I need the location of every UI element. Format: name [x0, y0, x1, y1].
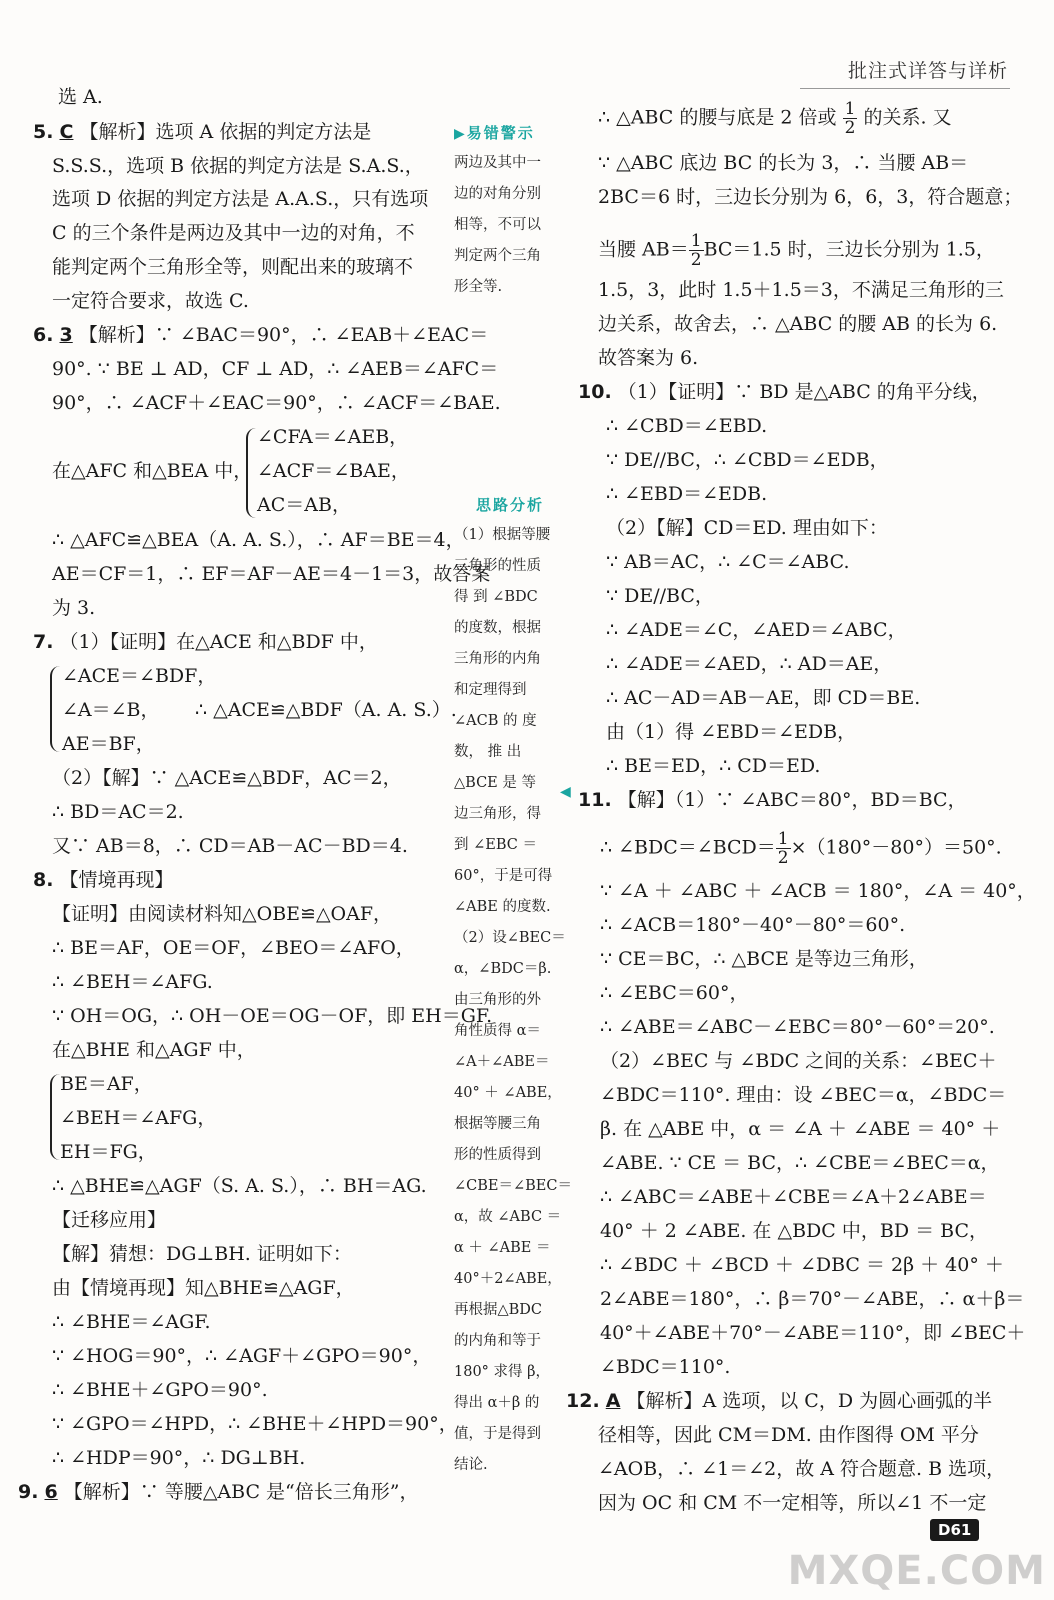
- sidebar-line: 180° 求得 β，: [454, 1364, 551, 1380]
- sidebar-line: 三角形的性质: [454, 558, 541, 574]
- answer: 6: [44, 1481, 58, 1503]
- question-5: [33, 119, 371, 145]
- sidebar-line: ∠A＋∠ABE＝: [454, 1054, 550, 1070]
- text-line: AE＝BF，: [62, 733, 155, 755]
- text-line: AE＝CF＝1，∴ EF＝AF－AE＝4－1＝3，故答案: [52, 563, 491, 585]
- sidebar-line: 边的对角分别: [454, 186, 541, 202]
- question-7: [33, 629, 378, 655]
- sidebar-line: 形的性质得到: [454, 1147, 541, 1163]
- text-line: 故答案为 6.: [598, 347, 699, 369]
- text-line: 【解析】选项 A 依据的判定方法是: [79, 121, 372, 143]
- text-line: 【迁移应用】: [52, 1209, 167, 1231]
- text-line: 2∠ABE＝180°，∴ β＝70°－∠ABE，∴ α＋β＝: [600, 1288, 1025, 1310]
- text-line: ∴ ∠ABE＝∠ABC－∠EBC＝80°－60°＝20°.: [600, 1016, 995, 1038]
- text-line: ∵ ∠HOG＝90°，∴ ∠AGF＋∠GPO＝90°，: [52, 1345, 432, 1367]
- text-line: BE＝AF，: [60, 1073, 153, 1095]
- text-line: EH＝FG，: [60, 1141, 157, 1163]
- text-line: （1）【证明】∵ BD 是△ABC 的角平分线，: [617, 381, 991, 403]
- sidebar-line: 根据等腰三角: [454, 1116, 541, 1132]
- text-line: ∴ △ABC 的腰与底是 2 倍或 $\frac{1}{2}$ 的关系. 又: [598, 99, 952, 138]
- sidebar-line: 三角形的内角: [454, 651, 541, 667]
- text-line: ∴ ∠ADE＝∠AED，∴ AD＝AE，: [606, 653, 893, 675]
- sidebar-line: 形全等.: [454, 279, 503, 295]
- text-line: ∠BDC＝110°.: [600, 1356, 731, 1378]
- sidebar-line: 再根据△BDC: [454, 1302, 543, 1318]
- sidebar-line: 和定理得到: [454, 682, 527, 698]
- sidebar-line: 角性质得 α＝: [454, 1023, 541, 1039]
- text-line: ∵ ∠A ＋ ∠ABC ＋ ∠ACB ＝ 180°，∠A ＝ 40°，: [600, 880, 1036, 902]
- text-line: 选项 D 依据的判定方法是 A.A.S.，只有选项: [52, 188, 429, 210]
- question-12: [566, 1388, 992, 1414]
- text-line: （1）【证明】在△ACE 和△BDF 中，: [59, 631, 378, 653]
- sidebar-line: 相等，不可以: [454, 217, 541, 233]
- sidebar-line: 边三角形，得: [454, 806, 541, 822]
- answer: C: [59, 121, 74, 143]
- text-line: 【解析】A 选项，以 C，D 为圆心画弧的半: [626, 1390, 993, 1412]
- text-line: ∴ ∠HDP＝90°，∴ DG⊥BH.: [52, 1447, 306, 1469]
- sidebar-line: 得出 α＋β 的: [454, 1395, 540, 1411]
- question-6: [33, 322, 488, 348]
- sidebar-line: （2）设∠BEC＝: [454, 930, 566, 946]
- text-line: ∴ ∠BHE＝∠AGF.: [52, 1311, 211, 1333]
- text-line: S.S.S.，选项 B 依据的判定方法是 S.A.S.，: [52, 155, 424, 177]
- header-title: 批注式详答与详析: [847, 60, 1008, 82]
- fraction: $\frac{1}{2}$: [844, 99, 856, 138]
- sidebar-line: △BCE 是 等: [454, 775, 536, 791]
- text-line: 径相等，因此 CM＝DM. 由作图得 OM 平分: [598, 1424, 979, 1446]
- fraction: $\frac{1}{2}$: [777, 829, 789, 868]
- idea-title: 思路分析: [476, 496, 545, 514]
- text-line: ∴ ∠ACB＝180°－40°－80°＝60°.: [600, 914, 906, 936]
- tip-title: ▶易错警示: [454, 124, 535, 142]
- header-rule: [800, 88, 1010, 89]
- text-line: 90°. ∵ BE ⊥ AD，CF ⊥ AD，∴ ∠AEB＝∠AFC＝: [52, 358, 499, 380]
- text-line: ∴ BE＝ED，∴ CD＝ED.: [606, 755, 821, 777]
- sidebar-line: ∠CBE＝∠BEC＝: [454, 1178, 572, 1194]
- question-10: [578, 379, 991, 405]
- sidebar-line: 结论.: [454, 1457, 488, 1473]
- sidebar-line: 的内角和等于: [454, 1333, 541, 1349]
- question-number: 12.: [566, 1390, 600, 1412]
- text-line: 【证明】由阅读材料知△OBE≌△OAF，: [52, 903, 393, 925]
- text-line: 为 3.: [52, 597, 96, 619]
- question-number: 11.: [578, 789, 612, 811]
- text-line: （2）【解】∵ △ACE≌△BDF，AC＝2，: [52, 767, 402, 789]
- text-line: ∴ ∠EBD＝∠EDB.: [606, 483, 768, 505]
- text-line: ∴ ∠ABC＝∠ABE＋∠CBE＝∠A＋2∠ABE＝: [600, 1186, 987, 1208]
- text-line: 40°＋∠ABE＋70°－∠ABE＝110°，即 ∠BEC＋: [600, 1322, 1026, 1344]
- sidebar-line: ∠ABE 的度数.: [454, 899, 551, 915]
- text-line: 当腰 AB＝ $\frac{1}{2}$ BC＝1.5 时，三边长分别为 1.5，: [598, 231, 995, 270]
- sidebar-line: 值，于是得到: [454, 1426, 541, 1442]
- text-line: ∠BDC＝110°. 理由：设 ∠BEC＝α，∠BDC＝: [600, 1084, 1007, 1106]
- text-line: 【情境再现】: [59, 869, 174, 891]
- text-line: 2BC＝6 时，三边长分别为 6，6，3，符合题意；: [598, 186, 1023, 208]
- text-line: ∴ AC－AD＝AB－AE，即 CD＝BE.: [606, 687, 921, 709]
- text-line: 40° ＋ 2 ∠ABE. 在 △BDC 中，BD ＝ BC，: [600, 1220, 988, 1242]
- text-line: 【解】猜想：DG⊥BH. 证明如下：: [52, 1243, 352, 1265]
- text-line: ∠CFA＝∠AEB，: [257, 426, 409, 448]
- text-line: 选 A.: [58, 86, 103, 108]
- answer: 3: [59, 324, 73, 346]
- sidebar-line: 得 到 ∠BDC: [454, 589, 538, 605]
- question-number: 9.: [18, 1481, 39, 1503]
- text-line: ∴ ∠BDC ＋ ∠BCD ＋ ∠DBC ＝ 2β ＋ 40° ＋: [600, 1254, 1004, 1276]
- sidebar-line: 60°，于是可得: [454, 868, 553, 884]
- text-line: （2）∠BEC 与 ∠BDC 之间的关系：∠BEC＋: [600, 1050, 997, 1072]
- text-line: ∵ CE＝BC，∴ △BCE 是等边三角形，: [600, 948, 928, 970]
- text-line: β. 在 △ABE 中，α ＝ ∠A ＋ ∠ABE ＝ 40° ＋: [600, 1118, 1001, 1140]
- text-line: ∴ BE＝AF，OE＝OF，∠BEO＝∠AFO，: [52, 937, 415, 959]
- text-line: 在△AFC 和△BEA 中，: [52, 460, 253, 482]
- text-line: 在△BHE 和△AGF 中，: [52, 1039, 256, 1061]
- question-9: [18, 1479, 418, 1505]
- text-line: ∠ACF＝∠BAE，: [257, 460, 410, 482]
- text-line: 由【情境再现】知△BHE≌△AGF，: [52, 1277, 355, 1299]
- text-line: ∴ △ACE≌△BDF（A. A. S.）.: [195, 699, 457, 721]
- text-line: ∵ DE//BC，∴ ∠CBD＝∠EDB，: [606, 449, 889, 471]
- text-line: ∵ ∠GPO＝∠HPD，∴ ∠BHE＋∠HPD＝90°，: [52, 1413, 458, 1435]
- brace: [50, 666, 60, 752]
- text-line: ∴ ∠BDC＝∠BCD＝ $\frac{1}{2}$ ×（180°－80°）＝50°.: [600, 829, 1002, 868]
- text-line: ∴ △AFC≌△BEA（A. A. S.），∴ AF＝BE＝4，: [52, 529, 465, 551]
- text-line: ∴ ∠EBC＝60°，: [600, 982, 749, 1004]
- question-number: 10.: [578, 381, 612, 403]
- text-line: ∴ ∠ADE＝∠C，∠AED＝∠ABC，: [606, 619, 907, 641]
- sidebar-line: α ＋ ∠ABE ＝: [454, 1240, 551, 1256]
- text-line: ∠ABE. ∵ CE ＝ BC，∴ ∠CBE＝∠BEC＝α，: [600, 1152, 1000, 1174]
- question-number: 5.: [33, 121, 54, 143]
- sidebar-line: 判定两个三角: [454, 248, 541, 264]
- text-line: 边关系，故舍去，∴ △ABC 的腰 AB 的长为 6.: [598, 313, 998, 335]
- question-number: 8.: [33, 869, 54, 891]
- text-line: C 的三个条件是两边及其中一边的对角，不: [52, 222, 415, 244]
- text-line: 1.5，3，此时 1.5＋1.5＝3，不满足三角形的三: [598, 279, 1004, 301]
- text-line: 能判定两个三角形全等，则配出来的玻璃不: [52, 256, 414, 278]
- arrow-right-icon: ▶: [454, 126, 467, 142]
- text-line: ∵ △ABC 底边 BC 的长为 3，∴ 当腰 AB＝: [598, 152, 969, 174]
- text-line: ∴ △BHE≌△AGF（S. A. S.），∴ BH＝AG.: [52, 1175, 427, 1197]
- text-line: 【解】（1）∵ ∠ABC＝80°，BD＝BC，: [617, 789, 967, 811]
- sidebar-line: 40° ＋ ∠ABE，: [454, 1085, 562, 1101]
- brace: [246, 428, 256, 518]
- arrow-left-icon: ◀: [560, 784, 571, 800]
- text-line: ∴ ∠CBD＝∠EBD.: [606, 415, 768, 437]
- text-line: ∴ ∠BEH＝∠AFG.: [52, 971, 213, 993]
- answer: A: [605, 1390, 621, 1412]
- text-line: ∵ DE//BC，: [606, 585, 714, 607]
- text-line: ∠A＝∠B，: [62, 699, 160, 721]
- text-line: AC＝AB，: [257, 494, 351, 516]
- sidebar-line: ∠ACB 的 度: [454, 713, 537, 729]
- text-line: 【解析】∵ 等腰△ABC 是“倍长三角形”，: [63, 1481, 419, 1503]
- text-line: 一定符合要求，故选 C.: [52, 290, 249, 312]
- text-line: ∠BEH＝∠AFG，: [60, 1107, 217, 1129]
- brace: [50, 1074, 60, 1160]
- question-11: [578, 787, 967, 813]
- question-number: 6.: [33, 324, 54, 346]
- sidebar-line: 到 ∠EBC ＝: [454, 837, 537, 853]
- sidebar-line: 数， 推 出: [454, 744, 522, 760]
- question-8: [33, 867, 174, 893]
- text-line: 因为 OC 和 CM 不一定相等，所以∠1 不一定: [598, 1492, 987, 1514]
- sidebar-line: α，∠BDC＝β.: [454, 961, 552, 977]
- text-line: 又∵ AB＝8，∴ CD＝AB－AC－BD＝4.: [52, 835, 408, 857]
- text-line: 由（1）得 ∠EBD＝∠EDB，: [606, 721, 857, 743]
- question-number: 7.: [33, 631, 54, 653]
- text-line: 90°，∴ ∠ACF＋∠EAC＝90°，∴ ∠ACF＝∠BAE.: [52, 392, 501, 414]
- watermark: MXQE.COM: [787, 1548, 1046, 1594]
- text-line: ∴ ∠BHE＋∠GPO＝90°.: [52, 1379, 268, 1401]
- text-line: ∴ BD＝AC＝2.: [52, 801, 184, 823]
- text-line: （2）【解】CD＝ED. 理由如下：: [606, 517, 888, 539]
- text-line: ∵ AB＝AC，∴ ∠C＝∠ABC.: [606, 551, 850, 573]
- sidebar-line: （1）根据等腰: [454, 527, 551, 543]
- sidebar-line: 的度数，根据: [454, 620, 541, 636]
- sidebar-line: α，故 ∠ABC ＝: [454, 1209, 562, 1225]
- text-line: ∵ OH＝OG，∴ OH－OE＝OG－OF，即 EH＝GF.: [52, 1005, 493, 1027]
- text-line: 【解析】∵ ∠BAC＝90°，∴ ∠EAB＋∠EAC＝: [78, 324, 489, 346]
- fraction: $\frac{1}{2}$: [690, 231, 702, 270]
- text-line: ∠ACE＝∠BDF，: [62, 665, 217, 687]
- sidebar-line: 由三角形的外: [454, 992, 541, 1008]
- page-number: D61: [930, 1519, 979, 1541]
- sidebar-line: 40°＋2∠ABE，: [454, 1271, 562, 1287]
- sidebar-line: 两边及其中一: [454, 155, 541, 171]
- text-line: ∠AOB，∴ ∠1＝∠2，故 A 符合题意. B 选项，: [598, 1458, 1006, 1480]
